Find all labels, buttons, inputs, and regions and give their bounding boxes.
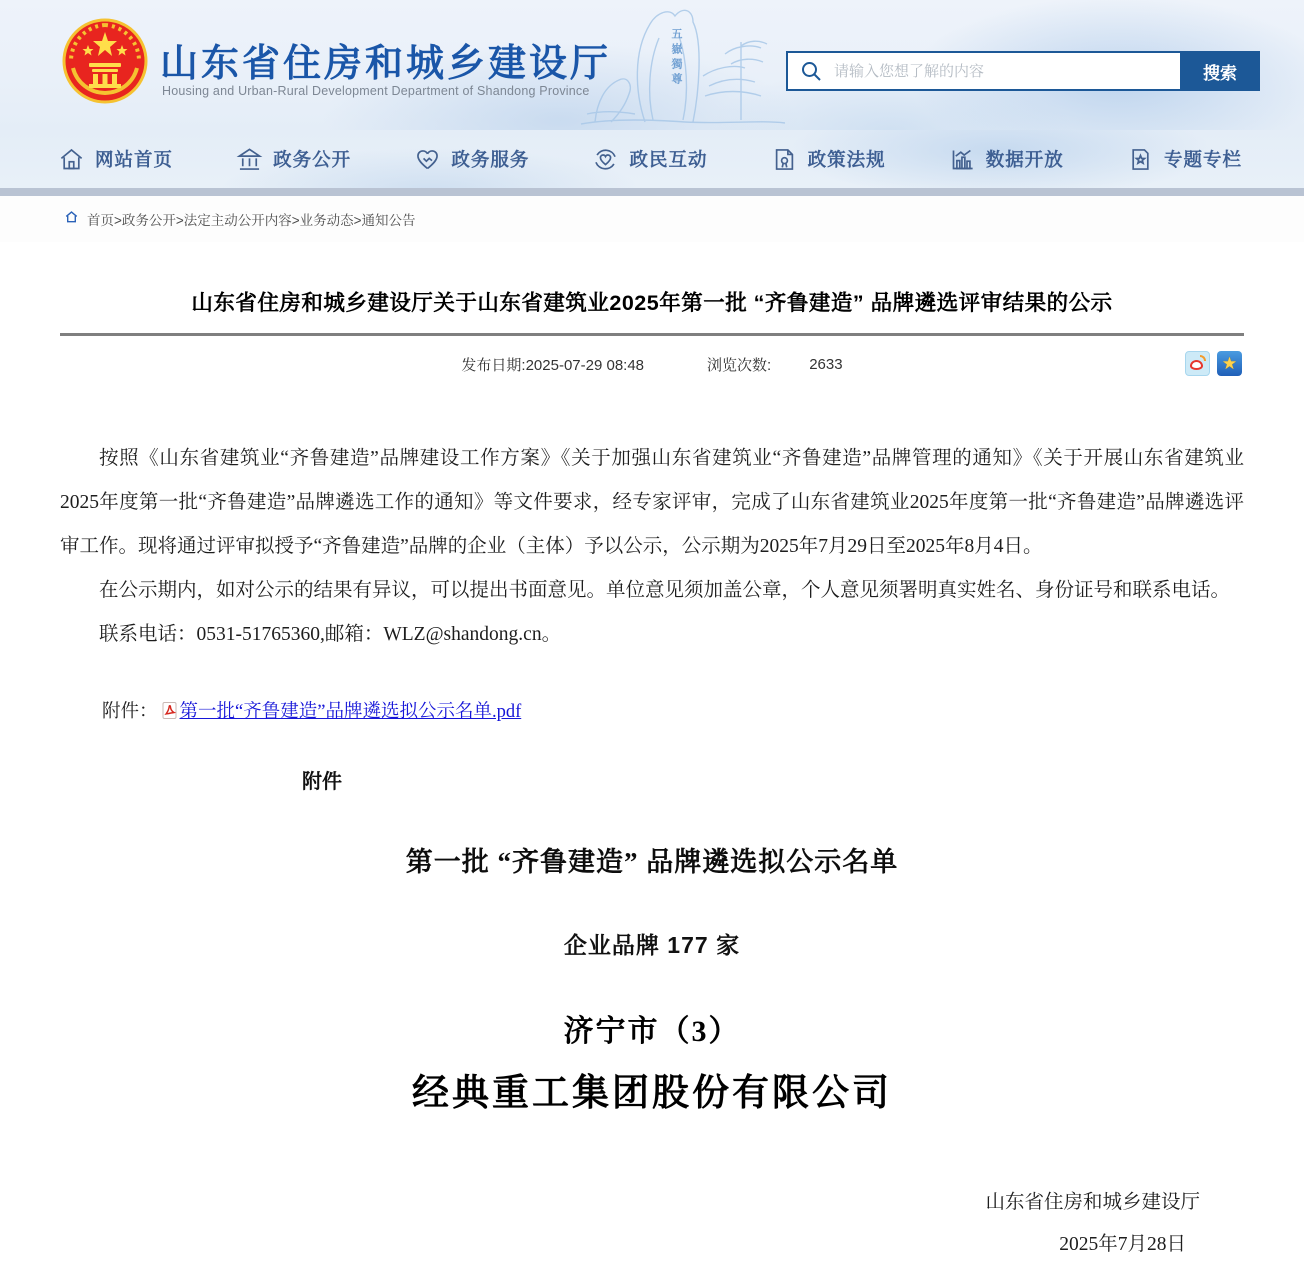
nav-item-special-topics[interactable]: 专题专栏	[1127, 146, 1242, 173]
nav-item-home[interactable]: 网站首页	[58, 146, 173, 173]
embedded-document	[60, 765, 1244, 1256]
nav-item-policies[interactable]: 政策法规	[771, 146, 886, 173]
site-title: 山东省住房和城乡建设厅	[160, 43, 612, 85]
attachment-row	[60, 697, 1244, 723]
national-emblem-logo	[62, 16, 148, 106]
search-button[interactable]: 搜索	[1180, 51, 1260, 91]
paragraph-2: 在公示期内，如对公示的结果有异议，可以提出书面意见。单位意见须加盖公章，个人意见须署明真实姓名、身份证号和联系电话。	[99, 580, 1231, 601]
home-icon	[58, 146, 85, 173]
site-header	[0, 0, 1304, 130]
breadcrumb[interactable]	[0, 196, 1304, 242]
breadcrumb-path: 首页>政务公开>法定主动公开内容>业务动态>通知公告	[87, 213, 416, 228]
doc-signature: 山东省住房和城乡建设厅	[985, 1192, 1200, 1213]
handshake-icon	[414, 146, 441, 173]
star-document-icon	[1127, 146, 1154, 173]
weibo-share-icon[interactable]	[1185, 351, 1210, 376]
bank-icon	[236, 146, 263, 173]
nav-item-gov-disclosure[interactable]: 政务公开	[236, 146, 351, 173]
title-divider	[60, 333, 1244, 336]
doc-subtitle: 企业品牌 177 家	[563, 932, 741, 958]
article-title: 山东省住房和城乡建设厅关于山东省建筑业2025年第一批 “齐鲁建造” 品牌遴选评审结果的公示	[191, 291, 1113, 315]
doc-title: 第一批 “齐鲁建造” 品牌遴选拟公示名单	[405, 847, 899, 877]
doc-company-name: 经典重工集团股份有限公司	[412, 1073, 892, 1114]
share-buttons	[1185, 351, 1242, 376]
document-seal-icon	[771, 146, 798, 173]
search-bar	[786, 51, 1260, 91]
nav-item-open-data[interactable]: 数据开放	[949, 146, 1064, 173]
qzone-share-icon[interactable]: ★	[1217, 351, 1242, 376]
nav-separator-band	[0, 188, 1304, 196]
doc-appendix-label: 附件	[302, 771, 342, 793]
attachment-label: 附件：	[102, 702, 158, 722]
doc-city-heading: 济宁市（3）	[563, 1015, 741, 1048]
chart-icon	[949, 146, 976, 173]
paragraph-3: 联系电话：0531-51765360,邮箱：WLZ@shandong.cn。	[99, 624, 562, 645]
article-container	[0, 286, 1304, 1256]
nav-item-public-interaction[interactable]: 政民互动	[592, 146, 707, 173]
heart-circle-icon	[592, 146, 619, 173]
breadcrumb-home-icon	[64, 210, 79, 228]
search-input[interactable]	[834, 63, 1180, 80]
mountain-caption: 五嶽獨尊	[670, 28, 682, 88]
article-body	[60, 437, 1244, 657]
site-subtitle: Housing and Urban-Rural Development Department of Shandong Province	[162, 84, 590, 98]
nav-item-gov-services[interactable]: 政务服务	[414, 146, 529, 173]
publish-date: 发布日期:2025-07-29 08:48	[461, 356, 645, 374]
attachment-link[interactable]: 第一批“齐鲁建造”品牌遴选拟公示名单.pdf	[179, 702, 522, 722]
search-icon	[788, 60, 834, 82]
doc-signature-date: 2025年7月28日	[1059, 1234, 1186, 1255]
view-count-label: 浏览次数:	[707, 356, 772, 374]
paragraph-1: 按照《山东省建筑业“齐鲁建造”品牌建设工作方案》《关于加强山东省建筑业“齐鲁建造”品牌管理的通知》《关于开展山东省建筑业2025年度第一批“齐鲁建造”品牌遴选工作的通知》等文件要求，经专家评审，完成了山东省建筑业2025年度第一批“齐鲁建造”品牌遴选评审工作。现将通过评审拟授予“齐鲁建造”品牌的企业（主体）予以公示，公示期为2025年7月29日至2025年8月4日。	[60, 448, 1244, 557]
main-nav	[0, 130, 1304, 188]
pdf-icon	[162, 702, 178, 719]
view-count-value: 2633	[809, 355, 843, 373]
article-meta	[60, 349, 1244, 379]
